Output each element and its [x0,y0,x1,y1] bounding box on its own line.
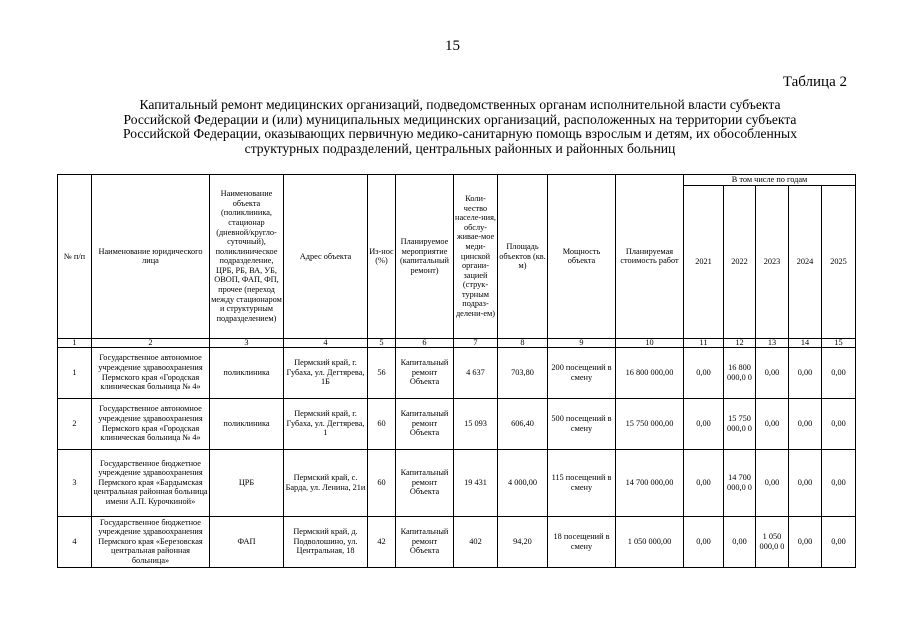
column-number: 5 [368,338,396,347]
cell-2022: 14 700 000,0 0 [724,449,756,516]
header-area: Площадь объектов (кв. м) [498,175,548,339]
cell-2023: 0,00 [756,449,789,516]
cell-cost: 1 050 000,00 [616,516,684,567]
header-cost: Планируемая стоимость работ [616,175,684,339]
header-num: № п/п [58,175,92,339]
page-number: 15 [445,38,460,54]
header-year: 2023 [756,185,789,338]
cell-2024: 0,00 [789,449,822,516]
table-row [58,398,856,449]
cell-capacity: 115 посещений в смену [548,449,616,516]
cell-object: поликлиника [210,398,284,449]
cell-area: 703,80 [498,347,548,398]
cell-2023: 0,00 [756,347,789,398]
column-number: 3 [210,338,284,347]
cell-2022: 16 800 000,0 0 [724,347,756,398]
column-number: 8 [498,338,548,347]
cell-capacity: 200 посещений в смену [548,347,616,398]
cell-planned: Капитальный ремонт Объекта [396,449,454,516]
column-number-row [58,338,856,347]
column-number: 4 [284,338,368,347]
cell-2023: 0,00 [756,398,789,449]
cell-org: Государственное автономное учреждение здравоохранения Пермского края «Городская клиническая больница № 4» [92,347,210,398]
cell-area: 94,20 [498,516,548,567]
title-line: Капитальный ремонт медицинских организаций, подведомственных органам исполнительной власти субъекта [139,97,781,112]
column-number: 9 [548,338,616,347]
cell-org: Государственное бюджетное учреждение здравоохранения Пермского края «Березовская центральная районная больница» [92,516,210,567]
header-year: 2021 [684,185,724,338]
cell-planned: Капитальный ремонт Объекта [396,347,454,398]
cell-planned: Капитальный ремонт Объекта [396,516,454,567]
capital-repair-table [57,174,856,568]
cell-cost: 16 800 000,00 [616,347,684,398]
title-line: структурных подразделений, центральных районных и районных больниц [244,140,676,156]
column-number: 13 [756,338,789,347]
header-year: 2022 [724,185,756,338]
document-title [60,98,860,156]
table-row [58,516,856,567]
header-wear: Из-нос (%) [368,175,396,339]
cell-object: ЦРБ [210,449,284,516]
cell-2023: 1 050 000,0 0 [756,516,789,567]
table-label: Таблица 2 [782,74,847,90]
column-number: 11 [684,338,724,347]
cell-2021: 0,00 [684,398,724,449]
cell-object: ФАП [210,516,284,567]
column-number: 15 [822,338,856,347]
header-org-name: Наименование юридического лица [92,175,210,339]
header-year: 2024 [789,185,822,338]
cell-wear: 56 [368,347,396,398]
cell-2024: 0,00 [789,347,822,398]
header-population: Коли-чество населе-ния, обслу-живае-мое меди-цинской органи-зацией (струк-турным подраз-делени-ем) [454,175,498,339]
cell-wear: 42 [368,516,396,567]
column-number: 6 [396,338,454,347]
column-number: 14 [789,338,822,347]
table-row [58,449,856,516]
cell-org: Государственное бюджетное учреждение здравоохранения Пермского края «Бардымская центральная районная больница имени А.П. Курочкиной» [92,449,210,516]
cell-population: 15 093 [454,398,498,449]
cell-population: 4 637 [454,347,498,398]
cell-2021: 0,00 [684,449,724,516]
cell-2025: 0,00 [822,398,856,449]
cell-2025: 0,00 [822,516,856,567]
cell-wear: 60 [368,449,396,516]
cell-population: 19 431 [454,449,498,516]
cell-num: 4 [58,516,92,567]
cell-2024: 0,00 [789,398,822,449]
cell-num: 1 [58,347,92,398]
cell-2022: 0,00 [724,516,756,567]
column-number: 1 [58,338,92,347]
header-planned: Планируемое мероприятие (капитальный ремонт) [396,175,454,339]
cell-address: Пермский край, г. Губаха, ул. Дегтярева, 1 [284,398,368,449]
cell-capacity: 500 посещений в смену [548,398,616,449]
cell-2021: 0,00 [684,516,724,567]
table-row [58,347,856,398]
header-by-years: В том числе по годам [684,175,856,186]
cell-population: 402 [454,516,498,567]
column-number: 10 [616,338,684,347]
cell-address: Пермский край, д. Подволошино, ул. Центральная, 18 [284,516,368,567]
cell-2021: 0,00 [684,347,724,398]
cell-2022: 15 750 000,0 0 [724,398,756,449]
cell-cost: 15 750 000,00 [616,398,684,449]
cell-address: Пермский край, г. Губаха, ул. Дегтярева, 1Б [284,347,368,398]
cell-capacity: 18 посещений в смену [548,516,616,567]
header-year: 2025 [822,185,856,338]
title-line: Российской Федерации и (или) муниципальных медицинских организаций, расположенных на территории субъекта [123,111,797,127]
column-number: 2 [92,338,210,347]
header-capacity: Мощность объекта [548,175,616,339]
column-number: 7 [454,338,498,347]
header-address: Адрес объекта [284,175,368,339]
cell-num: 2 [58,398,92,449]
cell-org: Государственное автономное учреждение здравоохранения Пермского края «Городская клиническая больница № 4» [92,398,210,449]
cell-wear: 60 [368,398,396,449]
cell-2024: 0,00 [789,516,822,567]
cell-planned: Капитальный ремонт Объекта [396,398,454,449]
column-number: 12 [724,338,756,347]
cell-address: Пермский край, с. Барда, ул. Ленина, 21и [284,449,368,516]
title-line: Российской Федерации, оказывающих первичную медико-санитарную помощь взрослым и детям, их обособленных [123,126,797,142]
cell-2025: 0,00 [822,449,856,516]
cell-cost: 14 700 000,00 [616,449,684,516]
cell-area: 4 000,00 [498,449,548,516]
cell-object: поликлиника [210,347,284,398]
cell-num: 3 [58,449,92,516]
header-object-name: Наименование объекта (поликлиника, стационар (дневной/кругло-суточный), поликлиническое подразделение, ЦРБ, РБ, ВА, УБ, ОВОП, ФАП, ФП, прочее (переход между стационаром и структурным подразделением) [210,175,284,339]
cell-area: 606,40 [498,398,548,449]
cell-2025: 0,00 [822,347,856,398]
